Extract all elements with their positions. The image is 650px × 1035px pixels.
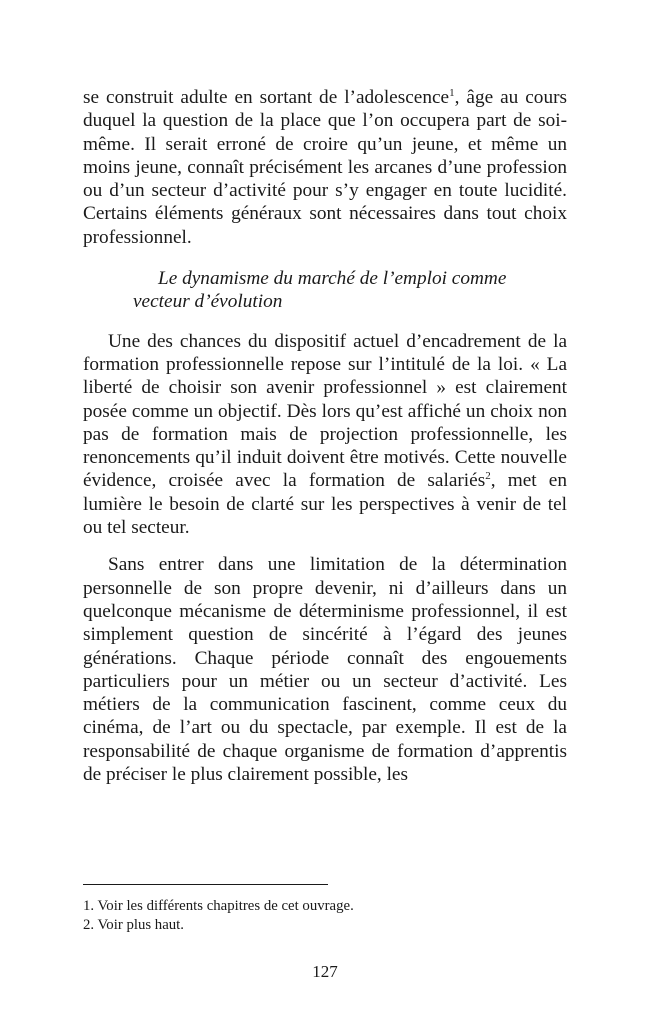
page-number: 127 — [312, 962, 338, 981]
paragraph-text: Une des chances du dispositif actuel d’encadrement de la formation professionnelle repose sur l’intitulé de la loi. « La liberté de choisir son avenir professionnel » est clairement posée comme un objectif. Dès lors qu’est affiché un choix non pas de formation mais de projection professionnelle, les renoncements qu’il induit doivent être motivés. Cette nouvelle évidence, croisée avec la formation de salariés — [83, 330, 567, 492]
paragraph-text: , âge au cours duquel la question de la place que l’on occupera part de soi-même. Il serait erroné de croire qu’un jeune, et même un moins jeune, connaît précisément les arcanes d’une profession ou d’un secteur d’activité pour s’y engager en toute lucidité. Certains éléments généraux sont nécessaires dans tout choix professionnel. — [83, 87, 568, 248]
section-heading-line-2: vecteur d’évolution — [133, 291, 283, 313]
paragraph-text: se construit adulte en sortant de l’adolescence — [83, 87, 450, 108]
section-heading-line-1: Le dynamisme du marché de l’emploi comme — [158, 268, 507, 290]
footnote-ref-2[interactable]: 2 — [485, 470, 491, 483]
footnote-ref-1[interactable]: 1 — [449, 87, 455, 99]
footnote-1: 1. Voir les différents chapitres de cet ouvrage. — [83, 898, 354, 914]
footnote-2: 2. Voir plus haut. — [83, 916, 184, 933]
paragraph-3: Sans entrer dans une limitation de la détermination personnelle de son propre devenir, ni d’ailleurs dans un quelconque mécanisme de déterminisme professionnel, il est simplement question de sincérité à l’égard des jeunes générations. Chaque période connaît des engouements particuliers pour un métier ou un secteur d’activité. Les métiers de la communication fascinent, comme ceux du cinéma, de l’art ou du spectacle, par exemple. Il est de la responsabilité de chaque organisme de formation d’apprentis de préciser le plus clairement possible, les — [83, 554, 567, 786]
paragraph-2 — [83, 330, 567, 540]
footnote-separator — [83, 884, 328, 885]
footnotes — [83, 897, 567, 934]
paragraph-text: , met en lumière le besoin de clarté sur les perspectives à venir de tel ou tel secteur. — [83, 470, 568, 539]
page-body — [83, 86, 567, 786]
section-heading — [83, 267, 567, 314]
paragraph-continuation — [83, 86, 567, 249]
